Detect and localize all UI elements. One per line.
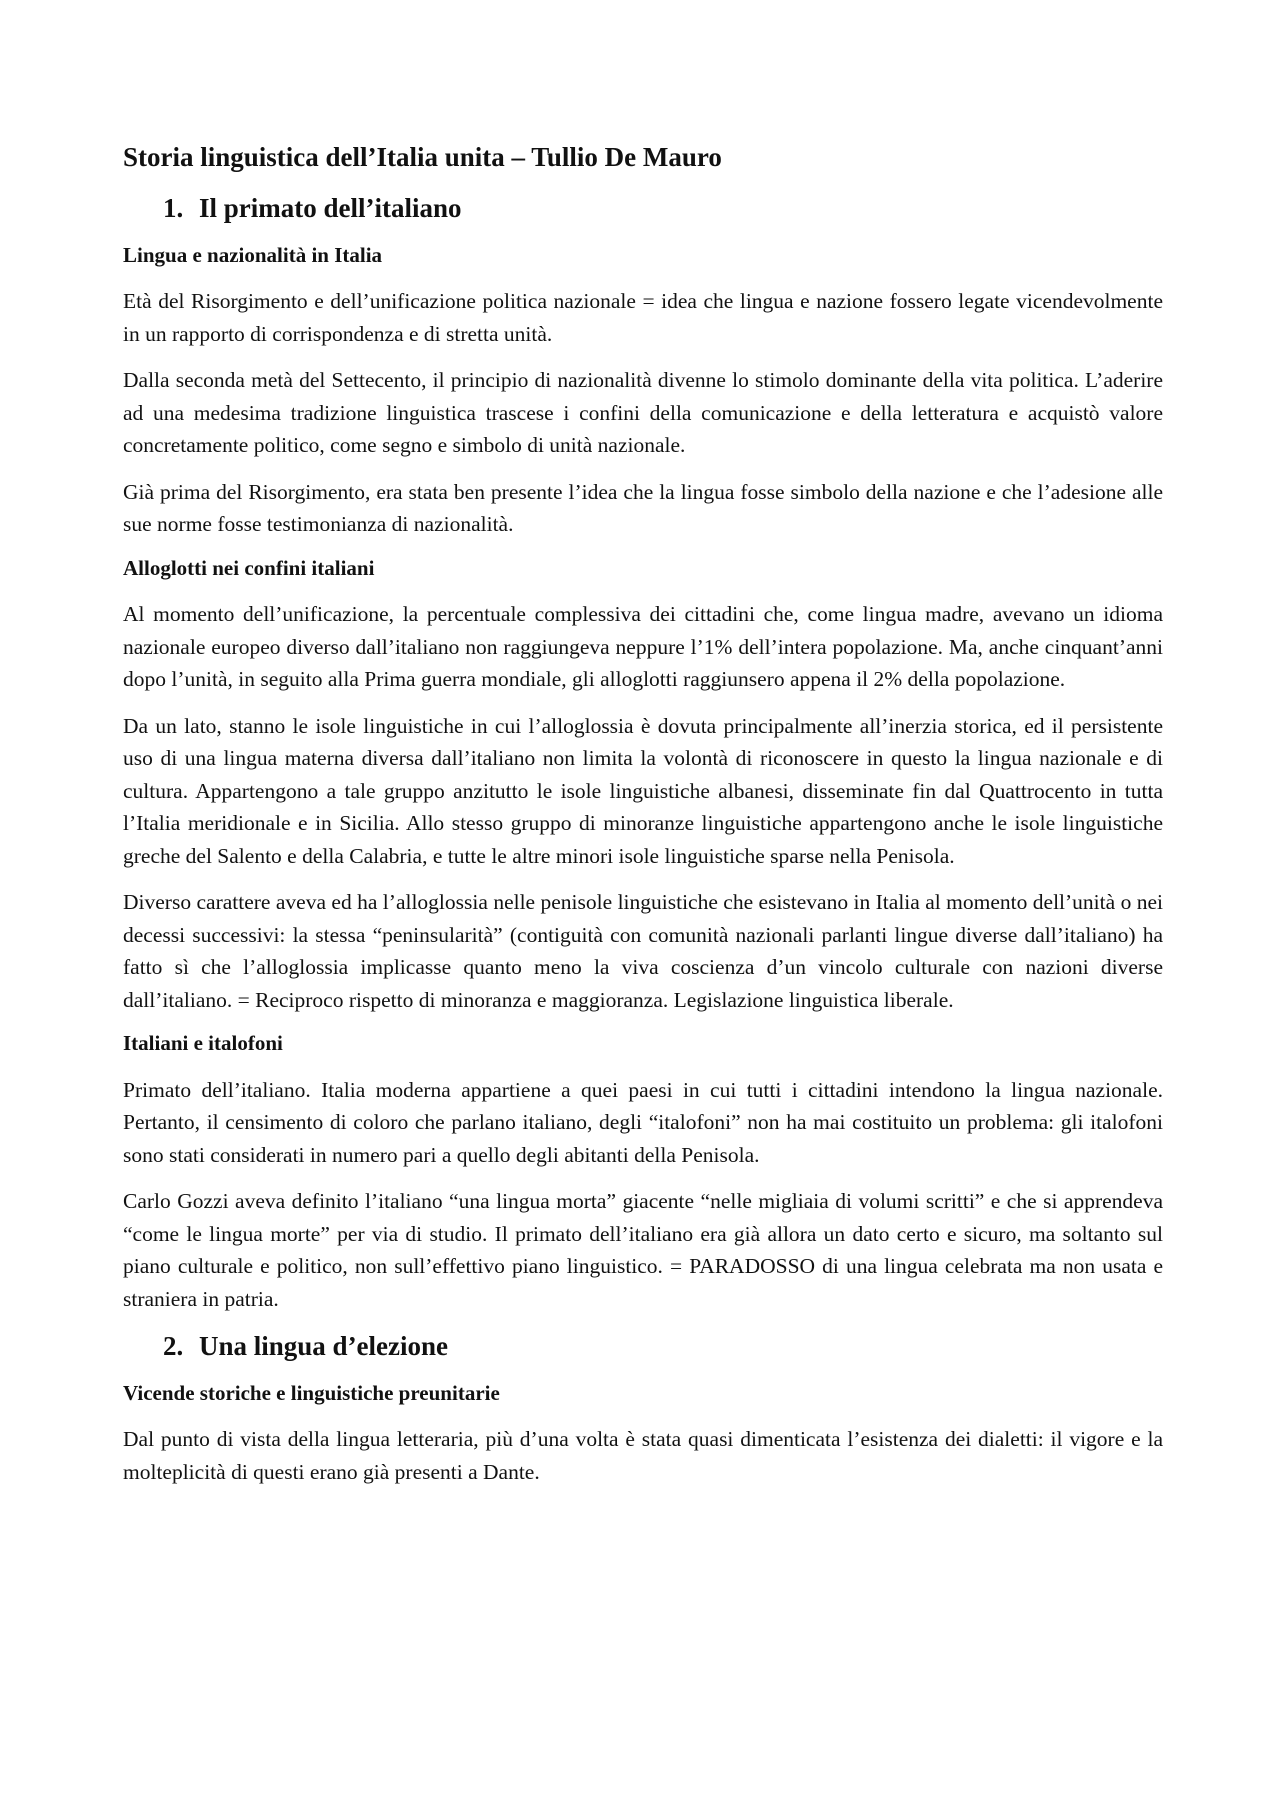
section-title: Una lingua d’elezione	[199, 1331, 449, 1362]
paragraph: Al momento dell’unificazione, la percentuale complessiva dei cittadini che, come lingua madre, avevano un idioma nazionale europeo diverso dall’italiano non raggiungeva neppure l’1% dell’intera popolazione. Ma, anche cinquant’anni dopo l’unità, in seguito alla Prima guerra mondiale, gli alloglotti raggiunsero appena il 2% della popolazione.	[123, 602, 1163, 692]
subsection-heading: Vicende storiche e linguistiche preunitarie	[123, 1381, 500, 1406]
paragraph: Diverso carattere aveva ed ha l’alloglossia nelle penisole linguistiche che esistevano in Italia al momento dell’unità o nei decessi successivi: la stessa “peninsularità” (contiguità con comunità nazionali parlanti lingue diverse dall’italiano) ha fatto sì che l’alloglossia implicasse quanto meno la viva coscienza d’un vincolo culturale con nazioni diverse dall’italiano. = Reciproco rispetto di minoranza e maggioranza. Legislazione linguistica liberale.	[123, 890, 1163, 1012]
subsection-heading: Lingua e nazionalità in Italia	[123, 243, 383, 268]
paragraph: Dal punto di vista della lingua letteraria, più d’una volta è stata quasi dimenticata l’esistenza dei dialetti: il vigore e la molteplicità di questi erano già presenti a Dante.	[123, 1427, 1163, 1484]
section-number: 2.	[163, 1331, 184, 1362]
paragraph: Età del Risorgimento e dell’unificazione politica nazionale = idea che lingua e nazione fossero legate vicendevolmente in un rapporto di corrispondenza e di stretta unità.	[123, 289, 1163, 346]
paragraph: Già prima del Risorgimento, era stata ben presente l’idea che la lingua fosse simbolo della nazione e che l’adesione alle sue norme fosse testimonianza di nazionalità.	[123, 479, 1163, 537]
document-page	[123, 140, 1163, 1502]
document-title: Storia linguistica dell’Italia unita – Tullio De Mauro	[123, 142, 722, 172]
section-title: Il primato dell’italiano	[199, 193, 462, 224]
section-number: 1.	[163, 193, 184, 224]
paragraph: Dalla seconda metà del Settecento, il principio di nazionalità divenne lo stimolo dominante della vita politica. L’aderire ad una medesima tradizione linguistica trascese i confini della comunicazione e della letteratura e acquistò valore concretamente politico, come segno e simbolo di unità nazionale.	[123, 368, 1163, 458]
section-heading	[163, 1329, 1163, 1364]
paragraph: Carlo Gozzi aveva definito l’italiano “una lingua morta” giacente “nelle migliaia di volumi scritti” e che si apprendeva “come le lingua morte” per via di studio. Il primato dell’italiano era già allora un dato certo e sicuro, ma soltanto sul piano culturale e politico, non sull’effettivo piano linguistico. = PARADOSSO di una lingua celebrata ma non usata e straniera in patria.	[123, 1189, 1163, 1311]
paragraph: Primato dell’italiano. Italia moderna appartiene a quei paesi in cui tutti i cittadini intendono la lingua nazionale. Pertanto, il censimento di coloro che parlano italiano, degli “italofoni” non ha mai costituito un problema: gli italofoni sono stati considerati in numero pari a quello degli abitanti della Penisola.	[123, 1077, 1163, 1167]
subsection-heading: Italiani e italofoni	[123, 1031, 283, 1056]
subsection-heading: Alloglotti nei confini italiani	[123, 555, 375, 580]
section-heading	[163, 191, 1163, 226]
paragraph: Da un lato, stanno le isole linguistiche in cui l’alloglossia è dovuta principalmente all’inerzia storica, ed il persistente uso di una lingua materna diversa dall’italiano non limita la volontà di riconoscere in questo la lingua nazionale e di cultura. Appartengono a tale gruppo anzitutto le isole linguistiche albanesi, disseminate fin dal Quattrocento in tutta l’Italia meridionale e in Sicilia. Allo stesso gruppo di minoranze linguistiche appartengono anche le isole linguistiche greche del Salento e della Calabria, e tutte le altre minori isole linguistiche sparse nella Penisola.	[123, 713, 1163, 868]
